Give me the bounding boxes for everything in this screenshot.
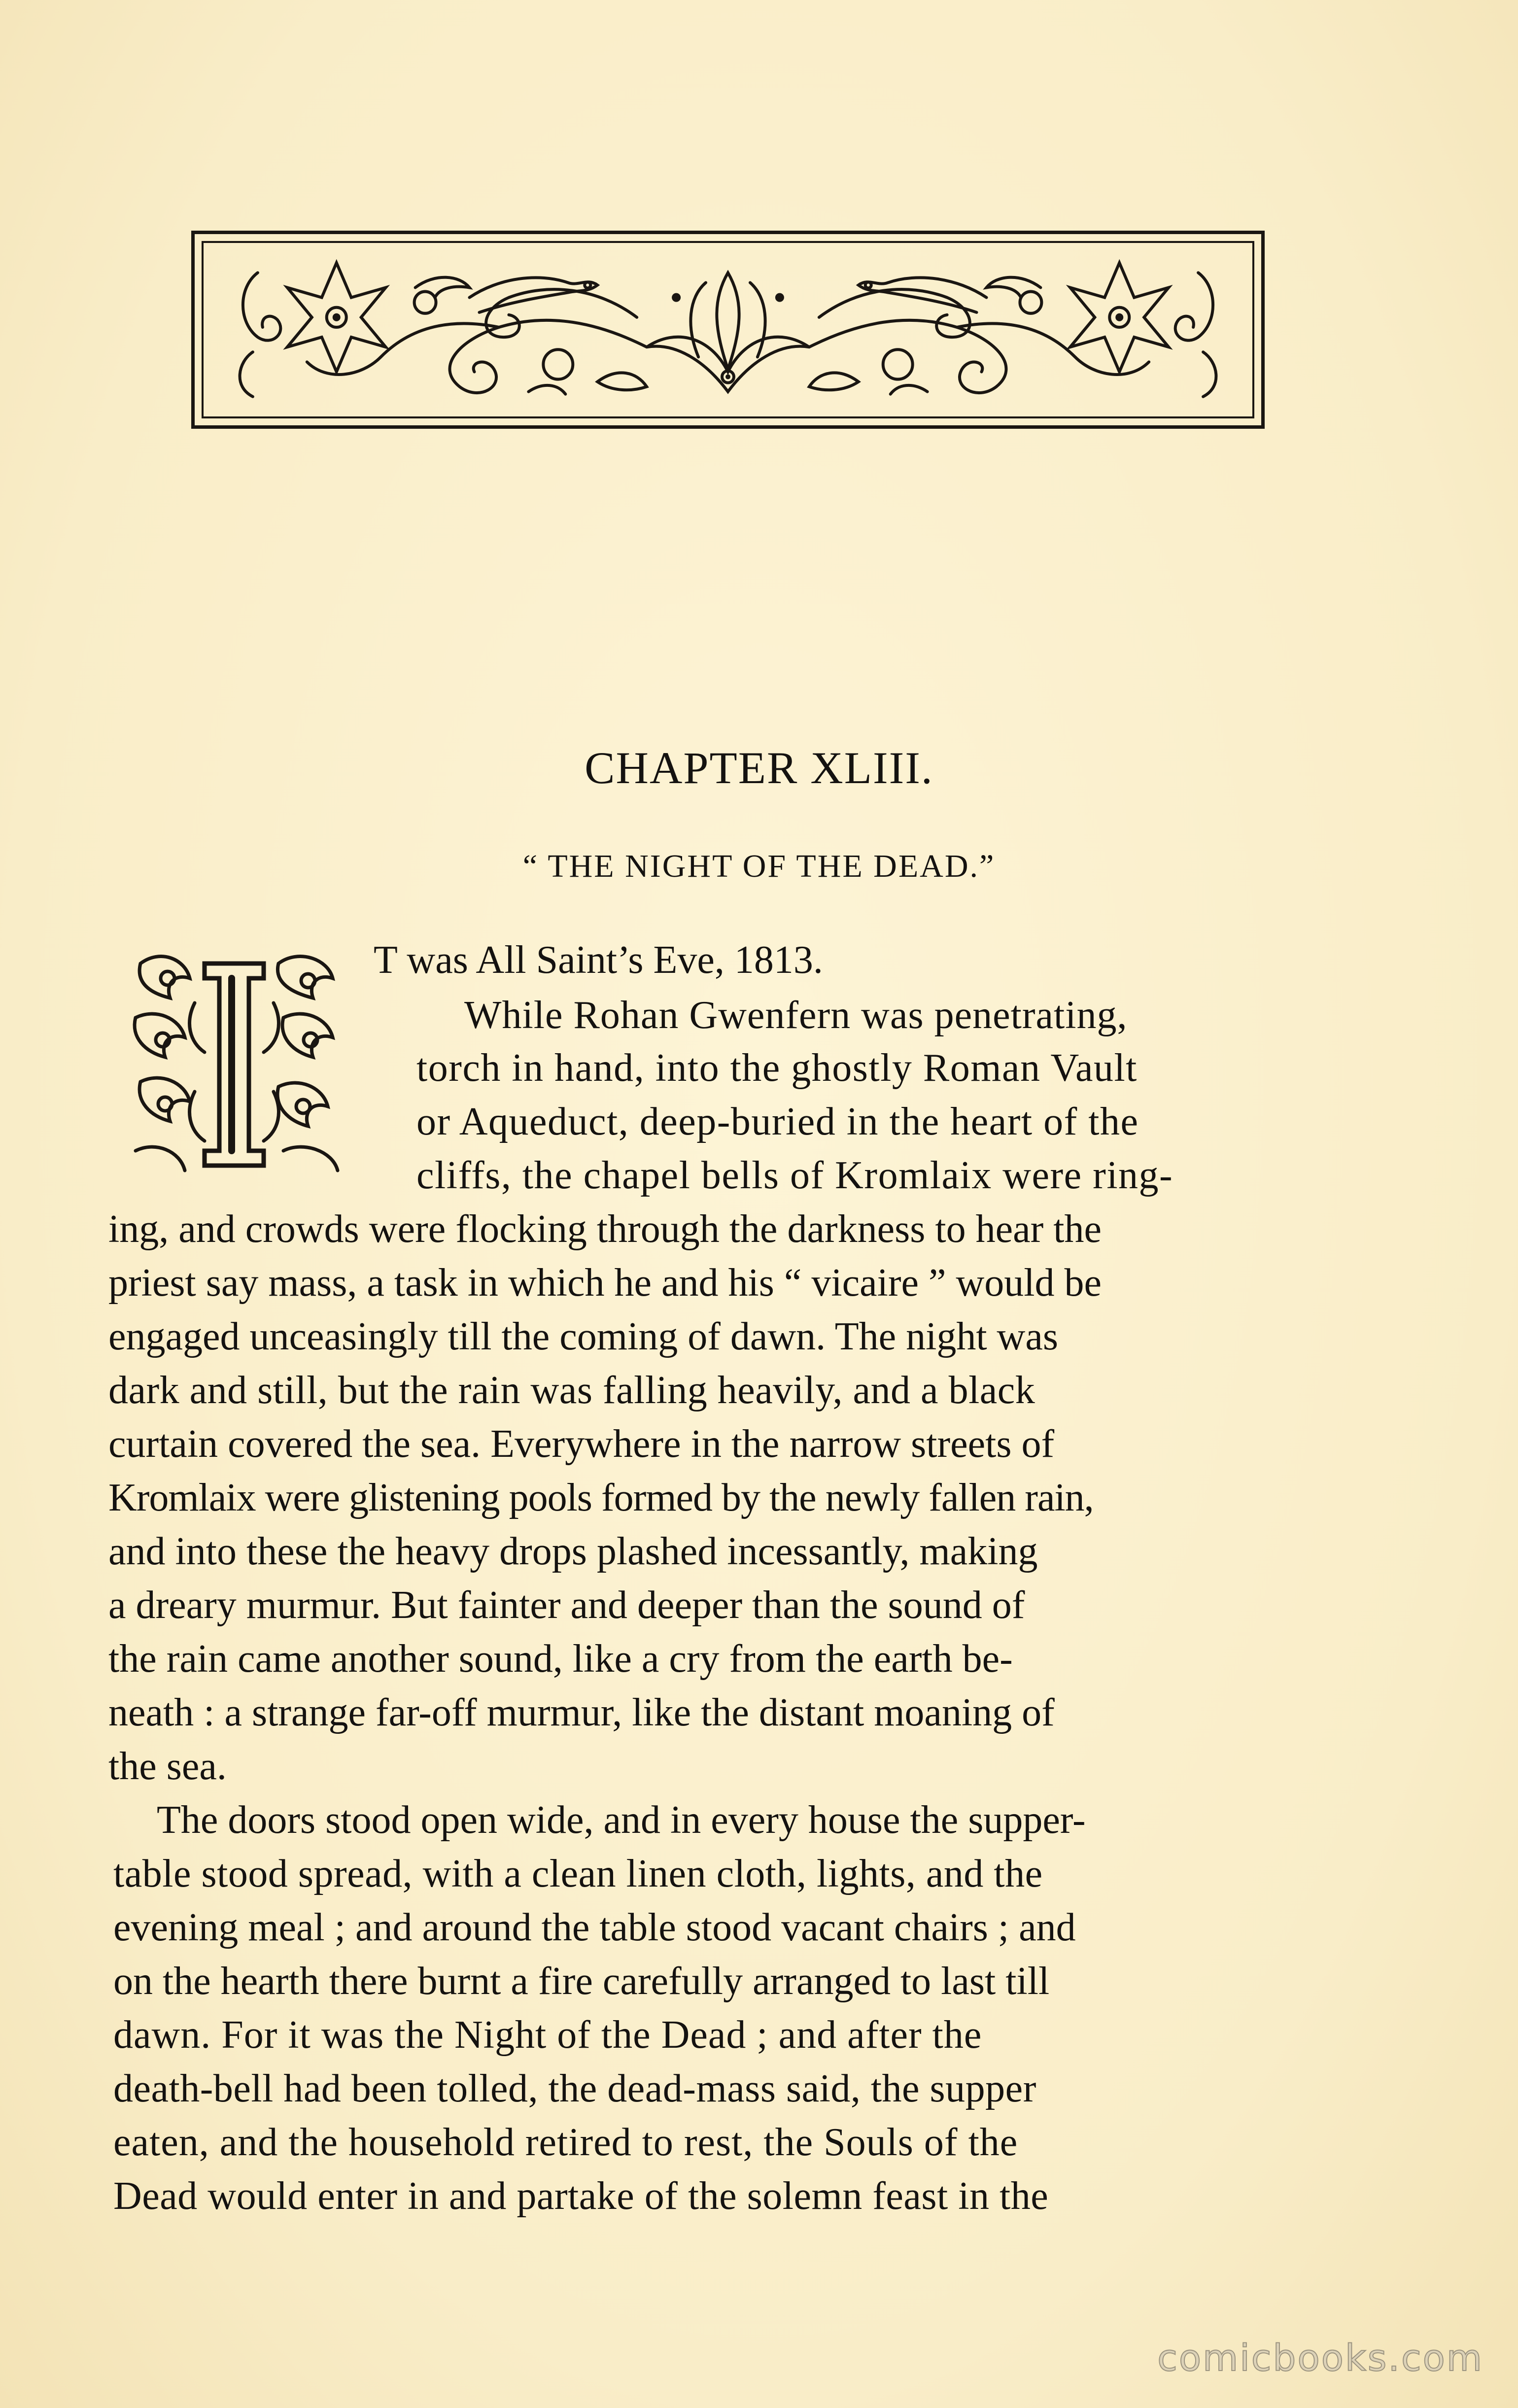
chapter-title: CHAPTER XLIII. — [585, 743, 933, 793]
floral-scroll-ornament-icon — [204, 243, 1252, 416]
text-line: the sea. — [108, 1745, 227, 1788]
text-line: eaten, and the household retired to rest, the Souls of the — [113, 2121, 1018, 2164]
watermark: comicbooks.com — [1157, 2337, 1484, 2379]
text-line: ing, and crowds were flocking through the darkness to hear the — [108, 1207, 1102, 1251]
text-line: and into these the heavy drops plashed incessantly, making — [108, 1530, 1038, 1573]
text-line: Dead would enter in and partake of the solemn feast in the — [113, 2174, 1049, 2218]
text-line: dawn. For it was the Night of the Dead ; and after the — [113, 2013, 982, 2057]
text-line: The doors stood open wide, and in every house the supper- — [157, 1798, 1086, 1842]
text-line: engaged unceasingly till the coming of dawn. The night was — [108, 1315, 1058, 1358]
text-line: curtain covered the sea. Everywhere in the narrow streets of — [108, 1422, 1055, 1466]
chapter-subtitle: “ THE NIGHT OF THE DEAD.” — [522, 848, 996, 884]
text-line: table stood spread, with a clean linen cloth, lights, and the — [113, 1852, 1043, 1895]
text-line: dark and still, but the rain was falling heavily, and a black — [108, 1369, 1035, 1412]
text-line: Kromlaix were glistening pools formed by the newly fallen rain, — [108, 1476, 1094, 1519]
text-line: or Aqueduct, deep-buried in the heart of the — [416, 1100, 1139, 1143]
text-line: on the hearth there burnt a fire carefully arranged to last till — [113, 1960, 1050, 2003]
text-line: neath : a strange far-off murmur, like the distant moaning of — [108, 1691, 1055, 1734]
text-line: priest say mass, a task in which he and his “ vicaire ” would be — [108, 1261, 1102, 1305]
text-line: a dreary murmur. But fainter and deeper than the sound of — [108, 1583, 1025, 1627]
text-line: T was All Saint’s Eve, 1813. — [374, 938, 823, 982]
text-line: death-bell had been tolled, the dead-mass said, the supper — [113, 2067, 1036, 2110]
text-line: While Rohan Gwenfern was penetrating, — [464, 994, 1128, 1037]
text-line: torch in hand, into the ghostly Roman Vault — [416, 1046, 1138, 1090]
ornamental-drop-cap-icon — [121, 944, 357, 1185]
ornamental-headpiece — [191, 231, 1265, 429]
text-line: evening meal ; and around the table stood vacant chairs ; and — [113, 1906, 1076, 1949]
text-line: cliffs, the chapel bells of Kromlaix were ring- — [416, 1154, 1173, 1197]
text-line: the rain came another sound, like a cry from the earth be- — [108, 1637, 1013, 1681]
